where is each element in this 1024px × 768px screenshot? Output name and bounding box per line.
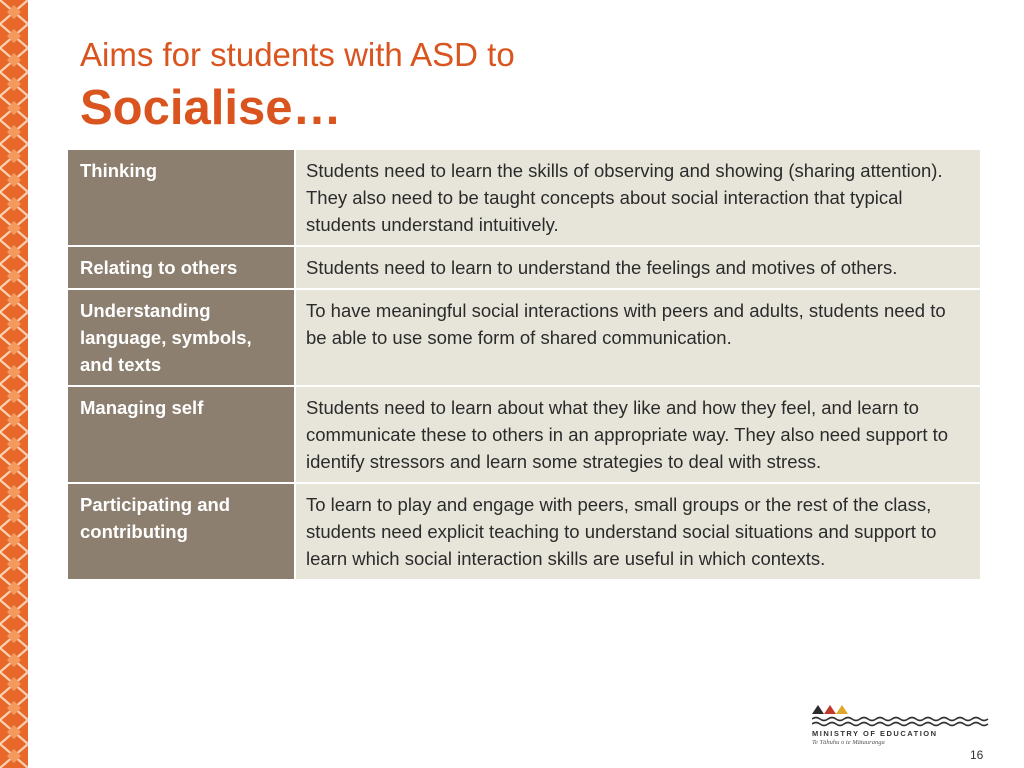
- logo-subtitle: Te Tāhuhu o te Mātauranga: [812, 739, 885, 746]
- row-label: Understanding language, symbols, and texts: [68, 289, 295, 386]
- row-description: To have meaningful social interactions with peers and adults, students need to be able to use some form of shared communication.: [295, 289, 980, 386]
- decorative-border-pattern: [0, 0, 28, 768]
- row-description: Students need to learn about what they like and how they feel, and learn to communicate these to others in an appropriate way. They also need support to identify stressors and learn some strategies to deal with stress.: [295, 386, 980, 483]
- row-label: Thinking: [68, 150, 295, 246]
- table-row: [68, 386, 980, 483]
- table-row: [68, 289, 980, 386]
- row-description: To learn to play and engage with peers, small groups or the rest of the class, students need explicit teaching to understand social situations and support to learn which social interaction skills are useful in which contexts.: [295, 483, 980, 580]
- row-description: Students need to learn to understand the feelings and motives of others.: [295, 246, 980, 289]
- page-number: 16: [970, 748, 984, 762]
- table-row: [68, 150, 980, 246]
- aims-table: [68, 150, 980, 581]
- row-label: Relating to others: [68, 246, 295, 289]
- row-label: Managing self: [68, 386, 295, 483]
- row-description: Students need to learn the skills of observing and showing (sharing attention). They also need to be taught concepts about social interaction that typical students understand intuitively.: [295, 150, 980, 246]
- slide-title-line-2: Socialise…: [80, 81, 342, 135]
- row-label: Participating and contributing: [68, 483, 295, 580]
- logo-name: MINISTRY OF EDUCATION: [812, 729, 938, 738]
- table-row: [68, 246, 980, 289]
- table-row: [68, 483, 980, 580]
- slide-title-line-1: Aims for students with ASD to: [80, 36, 515, 73]
